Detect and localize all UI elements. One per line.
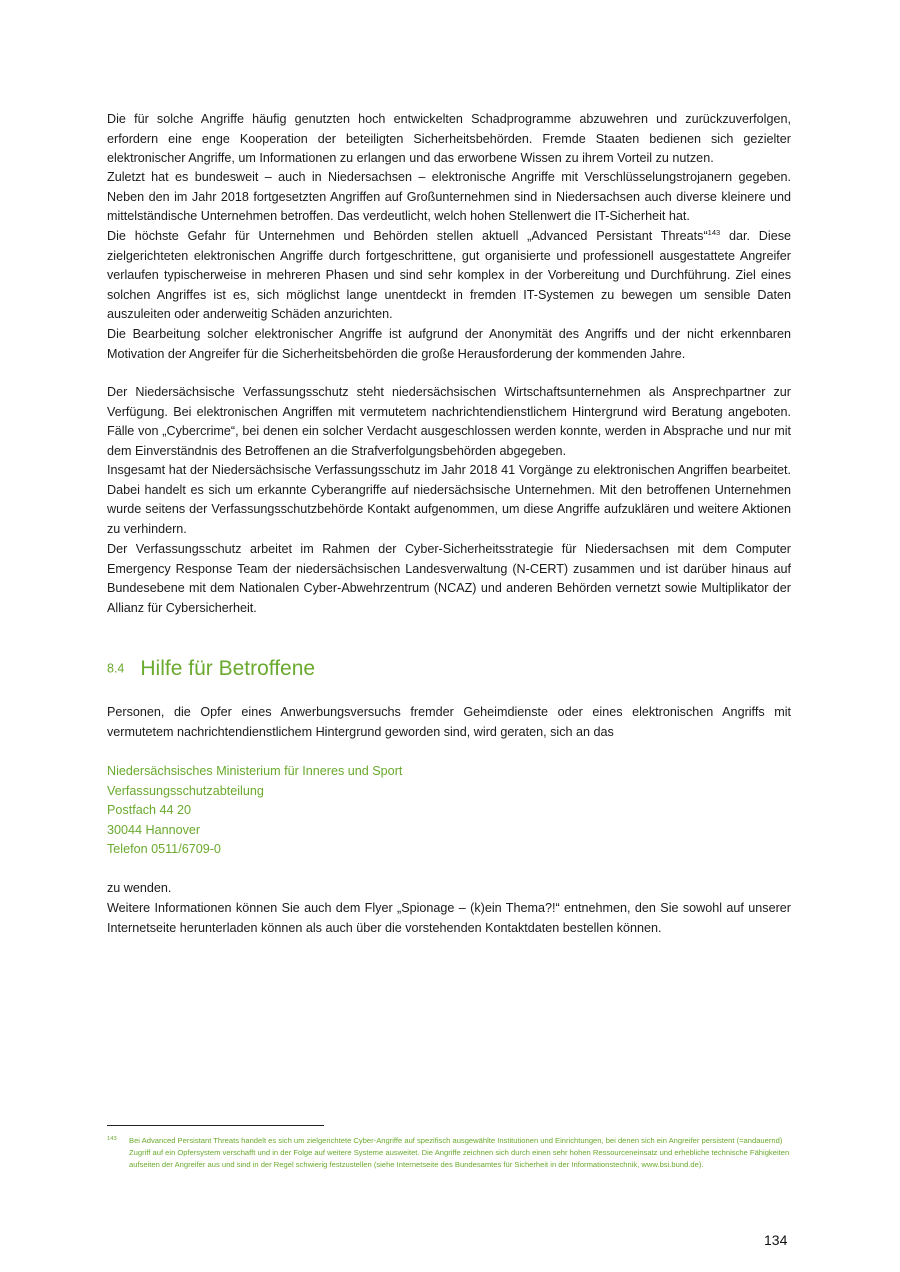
footnote [107,1135,791,1172]
body-paragraph: Der Niedersächsische Verfassungsschutz steht niedersächsischen Wirtschaftsunternehmen als Ansprechpartner zur Verfügung. Bei elektronischen Angriffen mit vermutetem nachrichtendienstlichem Hintergrund wird Beratung angeboten. Fälle von „Cybercrime“, bei denen ein solcher Verdacht ausgeschlossen werden konnte, werden in Absprache und nur mit dem Einverständnis des Betroffenen an die Strafverfolgungsbehörden abgegeben. [107,385,791,458]
paragraph-text: dar. Diese zielgerichteten elektronischen Angriffe durch fortgeschrittene, gut organisierte und professionell ausgestattete Angreifer verlaufen typischerweise in mehreren Phasen und sind sehr komplex in der Vorbereitung und Durchführung. Ziel eines solchen Angriffes ist es, sich möglichst lange unentdeckt in fremden IT-Systemen zu bewegen um sensible Daten auszuleiten oder anderweitig Schäden anzurichten. [107,229,791,322]
footnote-number: 143 [107,1136,117,1142]
body-paragraph: Insgesamt hat der Niedersächsische Verfassungsschutz im Jahr 2018 41 Vorgänge zu elektronischen Angriffen bearbeitet. Dabei handelt es sich um erkannte Cyberangriffe auf niedersächsische Unternehmen. Mit den betroffenen Unternehmen wurde seitens der Verfassungsschutzbehörde Kontakt aufgenommen, um diese Angriffe aufzuklären und weitere Aktionen zu verhindern. [107,463,791,536]
paragraph-text: Die höchste Gefahr für Unternehmen und Behörden stellen aktuell „Advanced Persistant Threats“ [107,229,708,243]
section-heading [107,654,315,682]
closing-line: zu wenden. [107,881,172,895]
body-paragraph: Die Bearbeitung solcher elektronischer Angriffe ist aufgrund der Anonymität des Angriffs und der nicht erkennbaren Motivation der Angreifer für die Sicherheitsbehörden die große Herausforderung der kommenden Jahre. [107,327,791,361]
body-paragraph: Zuletzt hat es bundesweit – auch in Niedersachsen – elektronische Angriffe mit Verschlüsselungstrojanern gegeben. Neben den im Jahr 2018 fortgesetzten Angriffen auf Großunternehmen sind in Niedersachsen auch diverse kleinere und mittelständische Unternehmen betroffen. Das verdeutlicht, welch hohen Stellenwert die IT-Sicherheit hat. [107,170,791,224]
intro-paragraph: Personen, die Opfer eines Anwerbungsversuchs fremder Geheimdienste oder eines elektronischen Angriffs mit vermutetem nachrichtendienstlichem Hintergrund geworden sind, wird geraten, sich an das [107,705,791,739]
address-line-phone: Telefon 0511/6709-0 [107,842,221,857]
section-number: 8.4 [107,661,125,676]
body-paragraph: Die für solche Angriffe häufig genutzten hoch entwickelten Schadprogramme abzuwehren und zurückzuverfolgen, erfordern eine enge Kooperation der beteiligten Sicherheitsbehörden. Fremde Staaten bedienen sich gezielter elektronischer Angriffe, um Informationen zu erlangen und das erworbene Wissen zu ihrem Vorteil zu nutzen. [107,112,791,166]
address-line-postbox: Postfach 44 20 [107,803,192,818]
footnote-separator [107,1125,324,1126]
body-paragraph-apt [107,227,791,325]
page-number: 134 [764,1232,788,1248]
address-line-city: 30044 Hannover [107,822,201,837]
footnote-reference[interactable]: 143 [707,228,721,237]
closing-paragraph: Weitere Informationen können Sie auch dem Flyer „Spionage – (k)ein Thema?!“ entnehmen, den Sie sowohl auf unserer Internetseite herunterladen können als auch über die vorstehenden Kontaktdaten bestellen können. [107,901,791,935]
address-line-ministry: Niedersächsisches Ministerium für Inneres und Sport [107,764,403,778]
footnote-text: Bei Advanced Persistant Threats handelt es sich um zielgerichtete Cyber-Angriffe auf spezifisch ausgewählte Institutionen und Einrichtungen, bei denen sich ein Angreifer persistent (=andauernd) Zugriff auf ein Opfersystem verschafft und in der Folge auf weitere Systeme ausweitet. Die Angriffe zeichnen sich durch einen sehr hohen Ressourceneinsatz und erhebliche technische Fähigkeiten aufseiten der Angreifer aus und sind in der Regel schwierig festzustellen (siehe Internetseite des Bundesamtes für Sicherheit in der Informationstechnik, www.bsi.bund.de). [129,1136,790,1170]
section-title: Hilfe für Betroffene [140,656,316,680]
address-line-department: Verfassungsschutzabteilung [107,783,264,798]
body-paragraph: Der Verfassungsschutz arbeitet im Rahmen der Cyber-Sicherheitsstrategie für Niedersachsen mit dem Computer Emergency Response Team der niedersächsischen Landesverwaltung (N-CERT) zusammen und ist darüber hinaus auf Bundesebene mit dem Nationalen Cyber-Abwehrzentrum (NCAZ) und anderen Behörden vernetzt sowie Multiplikator der Allianz für Cybersicherheit. [107,542,791,615]
contact-address [107,762,402,860]
